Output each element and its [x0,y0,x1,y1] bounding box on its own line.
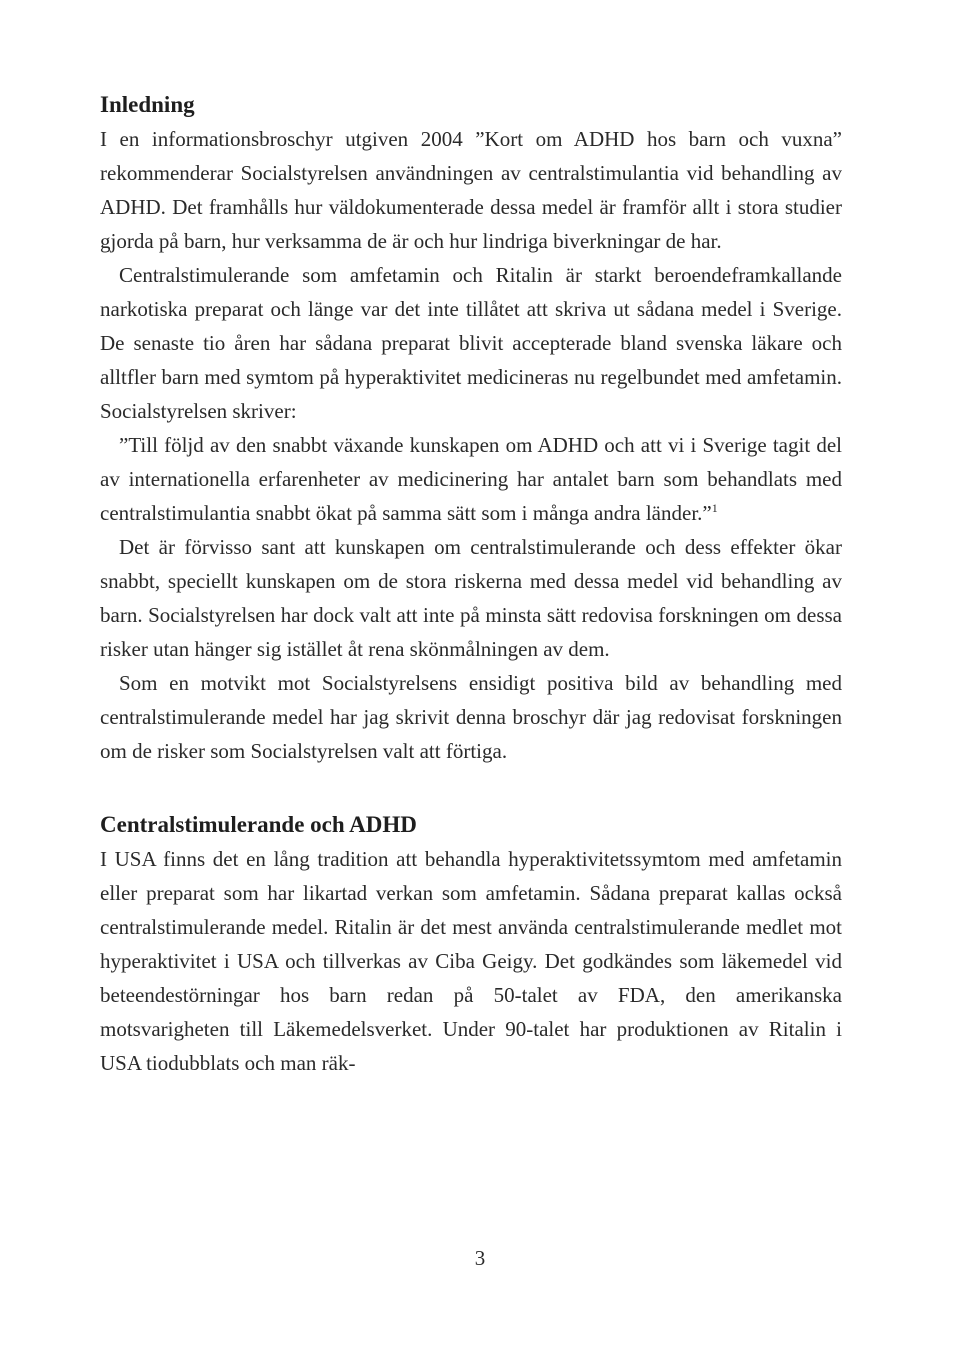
paragraph: I USA finns det en lång tradition att behandla hyperaktivitetssymtom med amfetamin eller preparat som har likartad verkan som amfetamin. Sådana preparat kallas också centralstimulerande medel. Ritalin är det mest använda centralstimulerande medlet mot hyperaktivitet i USA och tillverkas av Ciba Geigy. Det godkändes som läkemedel vid beteendestörningar hos barn redan på 50-talet av FDA, den amerikanska motsvarigheten till Läkemedelsverket. Under 90-talet har produktionen av Ritalin i USA tiodubblats och man räk- [100,847,842,1075]
footnote-marker[interactable]: 1 [711,501,718,515]
section-heading: Inledning [100,92,195,117]
section-heading: Centralstimulerande och ADHD [100,812,417,837]
paragraph: I en informationsbroschyr utgiven 2004 ”Kort om ADHD hos barn och vuxna” rekommenderar Socialstyrelsen användningen av centralstimulantia vid behandling av ADHD. Det framhålls hur väldokumenterade dessa medel är framför allt i stora studier gjorda på barn, hur verksamma de är och hur lindriga biverkningar de har. [100,127,842,253]
quote-text: ”Till följd av den snabbt växande kunskapen om ADHD och att vi i Sverige tagit del av internationella erfarenheter av medicinering har antalet barn som behandlats med centralstimulantia snabbt ökat på samma sätt som i många andra länder.” [100,433,842,525]
page-number: 3 [474,1246,486,1270]
paragraph: Det är förvisso sant att kunskapen om centralstimulerande och dess effekter ökar snabbt, speciellt kunskapen om de stora riskerna med dessa medel vid behandling av barn. Socialstyrelsen har dock valt att inte på minsta sätt redovisa forskningen om dessa risker utan hänger sig istället åt rena skönmålningen av dem. [100,535,842,661]
paragraph: Som en motvikt mot Socialstyrelsens ensidigt positiva bild av behandling med centralstimulerande medel har jag skrivit denna broschyr där jag redovisat forskningen om de risker som Socialstyrelsen valt att förtiga. [100,671,842,763]
paragraph: Centralstimulerande som amfetamin och Ritalin är starkt beroendeframkallande narkotiska preparat och länge var det inte tillåtet att skriva ut sådana medel i Sverige. De senaste tio åren har sådana preparat blivit accepterade bland svenska läkare och alltfler barn med symtom på hyperaktivitet medicineras nu regelbundet med amfetamin. Socialstyrelsen skriver: [100,263,842,423]
document-page [100,88,842,1080]
quote-paragraph [100,428,842,530]
